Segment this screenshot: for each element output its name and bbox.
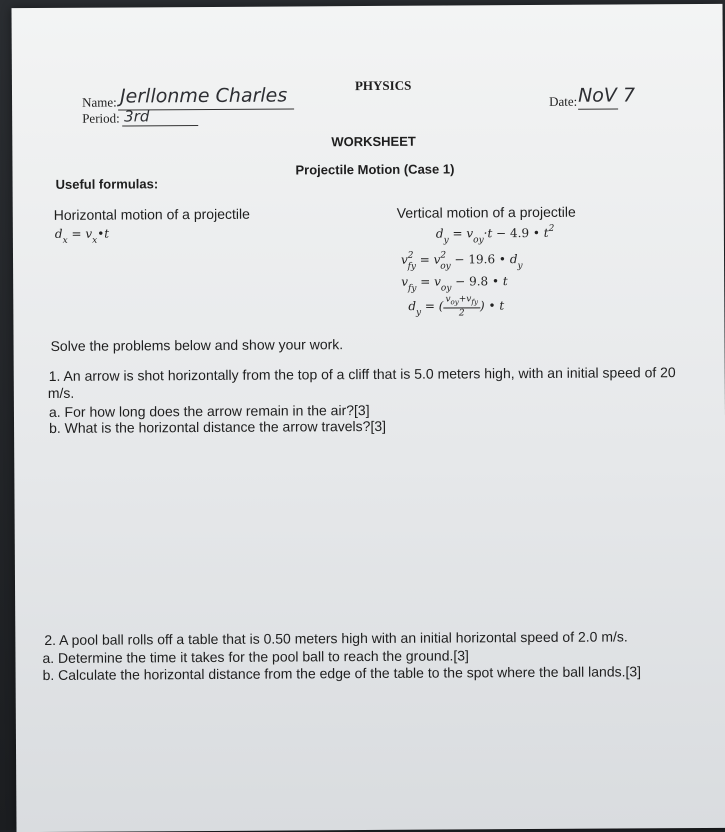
problem2-part-b: b. Calculate the horizontal distance from the edge of the table to the spot where the ball lands.[3]: [42, 663, 642, 684]
vertical-formula-1: $d_y = v_{oy}\cdot t - 4.9$ • $t^2$: [435, 223, 555, 246]
date-underline: [578, 108, 618, 109]
vertical-formula-3: $v_{fy} = v_{oy} - 9.8$ • t: [401, 274, 508, 294]
worksheet-subtitle: Projectile Motion (Case 1): [295, 161, 455, 178]
period-label: Period:: [82, 110, 120, 126]
worksheet-paper: [11, 4, 725, 832]
vertical-formula-4: $d_y$ = ( $\frac{v_{oy}+v_{fy}}{2}$ ) • t: [408, 294, 505, 319]
instructions: Solve the problems below and show your work.: [50, 336, 344, 354]
problem1-text-line1: 1. An arrow is shot horizontally from the top of a cliff that is 5.0 meters high, with an initial speed of 20: [48, 364, 676, 384]
worksheet-title: WORKSHEET: [331, 133, 416, 150]
problem2-part-a: a. Determine the time it takes for the pool ball to reach the ground.[3]: [42, 647, 469, 667]
horizontal-heading: Horizontal motion of a projectile: [53, 205, 250, 223]
problem1-part-a: a. For how long does the arrow remain in the air?[3]: [48, 401, 370, 420]
vertical-heading: Vertical motion of a projectile: [396, 203, 576, 221]
date-handwritten: NoV 7: [577, 84, 636, 107]
subject-title: PHYSICS: [354, 77, 412, 94]
date-label: Date:: [549, 93, 578, 109]
problem1-text-line2: m/s.: [47, 384, 75, 401]
problem1-part-b: b. What is the horizontal distance the arrow travels?[3]: [49, 417, 387, 436]
period-handwritten: 3rd: [124, 107, 150, 126]
name-handwritten: Jerllonme Charles: [119, 84, 288, 108]
horizontal-formula: $d_x$ = $v_x•t$: [54, 226, 110, 246]
vertical-formula-2: $v^2_{fy} = v^2_{oy} - 19.6$ • $d_y$: [400, 250, 523, 272]
problem2-text: 2. A pool ball rolls off a table that is 0.50 meters high with an initial horizontal speed of 2.0 m/s.: [44, 628, 628, 648]
name-label: Name:: [82, 94, 117, 110]
useful-formulas-heading: Useful formulas:: [55, 176, 159, 192]
